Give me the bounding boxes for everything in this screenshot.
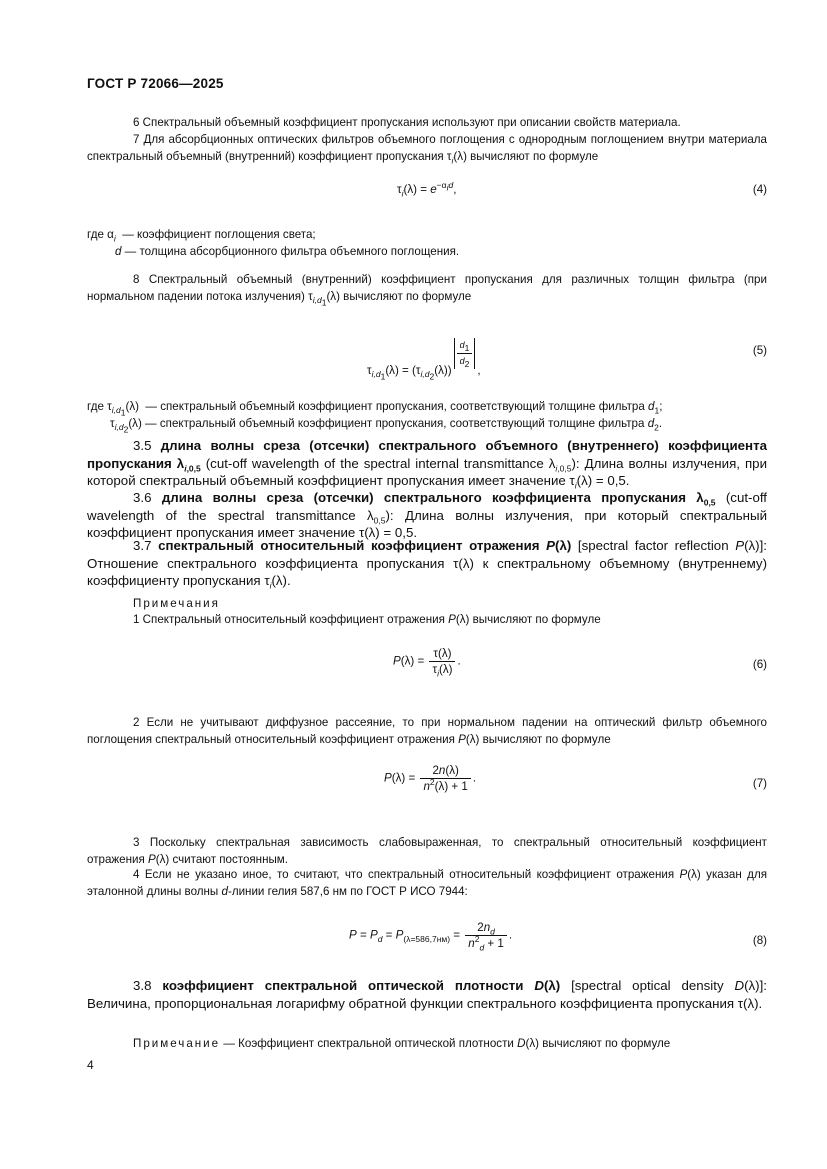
equation-number: (6) <box>752 658 767 671</box>
equation-8-subscript: (λ=586,7нм) <box>403 933 451 944</box>
term-3-6: 3.6 длина волны среза (отсечки) спектрального коэффициента пропускания $\lambda_{0,5}$ (cut-off wavelength of the spectral transmittance $\lambda_{0,5}$): Длина волны излучения, при который спектральный коэффициент пропускания имеет значение τ(λ) = 0,5. <box>87 490 768 540</box>
final-note: Примечание — Коэффициент спектральной оптической плотности D(λ) вычисляют по формуле <box>133 1037 671 1050</box>
term-3-5: 3.5 длина волны среза (отсечки) спектрального объемного (внутреннего) коэффициента пропускания $\lambda_{i,0,5}$ (cut-off wavelength of the spectral internal transmittance $\lambda_{i,0,5}$): Длина волны излучения, при которой спектральный объемный коэффициент пропускания имеет значение $\tau_i(\lambda) = 0,5$. <box>87 438 767 491</box>
note-1: 1 Спектральный относительный коэффициент отражения P(λ) вычисляют по формуле <box>133 613 601 626</box>
equation-5: $\tau_{i,d_1}(\lambda) = (\tau_{i,d_2}(\lambda))$ $\frac{d_1}{d_2}$ , (5) <box>367 340 767 382</box>
where-tau1: где $\tau_{i,d_1}(\lambda)$ — спектральный объемный коэффициент пропускания, соответствующий толщине фильтра $d_1$; <box>87 400 663 418</box>
where-tau2: $\tau_{i,d_2}(\lambda)$ — спектральный объемный коэффициент пропускания, соответствующий толщине фильтра $d_2$. <box>110 417 663 435</box>
notes-heading: Примечания <box>133 597 220 610</box>
equation-8: $P = P_d = P_{(\lambda=586,7нм)}$ = $\frac{2n_d}{n^2_d + 1}$ . (8) <box>349 921 767 953</box>
note-6: 6 Спектральный объемный коэффициент пропускания используют при описании свойств материала. <box>133 116 681 129</box>
where-alpha: где $\alpha_i$ — коэффициент поглощения света; <box>87 228 316 244</box>
equation-6: P(λ) = $\frac{\tau(\lambda)}{\tau_i(\lambda)}$ . (6) <box>393 647 767 679</box>
note-8: 8 Спектральный объемный (внутренний) коэффициент пропускания для различных толщин фильтра (при нормальном падении потока излучения) $\tau_{i,d_1}(\lambda)$ вычисляют по формуле <box>87 273 767 308</box>
equation-number: (7) <box>752 777 767 790</box>
note-2: 2 Если не учитывают диффузное рассеяние, то при нормальном падении на оптический фильтр объемного поглощения спектральный относительный коэффициент отражения P(λ) вычисляют по формуле <box>87 716 767 746</box>
equation-7: P(λ) = $\frac{2n(\lambda)}{n^2(\lambda) + 1}$ . (7) <box>384 764 767 793</box>
equation-number: (5) <box>752 344 767 357</box>
note-7: 7 Для абсорбционных оптических фильтров объемного поглощения с однородным поглощением внутри материала спектральный объемный (внутренний) коэффициент пропускания $\tau_i(\lambda)$ вычисляют по формуле <box>87 133 767 166</box>
where-d: d — толщина абсорбционного фильтра объемного поглощения. <box>115 245 460 258</box>
term-3-8: 3.8 коэффициент спектральной оптической плотности D(λ) [spectral optical density D(λ)]: Величина, пропорциональная логарифму обратной функции спектрального коэффициента пропускания τ(λ). <box>87 978 767 1011</box>
note-4: 4 Если не указано иное, то считают, что спектральный относительный коэффициент отражения P(λ) указан для эталонной длины волны d-линии гелия 587,6 нм по ГОСТ Р ИСО 7944: <box>87 868 767 898</box>
equation-number: (4) <box>752 183 767 196</box>
equation-number: (8) <box>752 934 767 947</box>
equation-4: $\tau_i(\lambda) = e^{-\alpha_id}$, (4) <box>397 180 767 199</box>
note-3: 3 Поскольку спектральная зависимость слабовыраженная, то спектральный относительный коэффициент отражения P(λ) считают постоянным. <box>87 836 767 866</box>
document-header: ГОСТ Р 72066—2025 <box>87 76 224 91</box>
term-3-7: 3.7 спектральный относительный коэффициент отражения P(λ) [spectral factor reflection P(λ)]: Отношение спектрального коэффициента пропускания τ(λ) к спектральному объемному (внутреннему) коэффициенту пропускания $\tau_i(\lambda)$. <box>87 538 767 591</box>
page-number: 4 <box>87 1058 94 1072</box>
